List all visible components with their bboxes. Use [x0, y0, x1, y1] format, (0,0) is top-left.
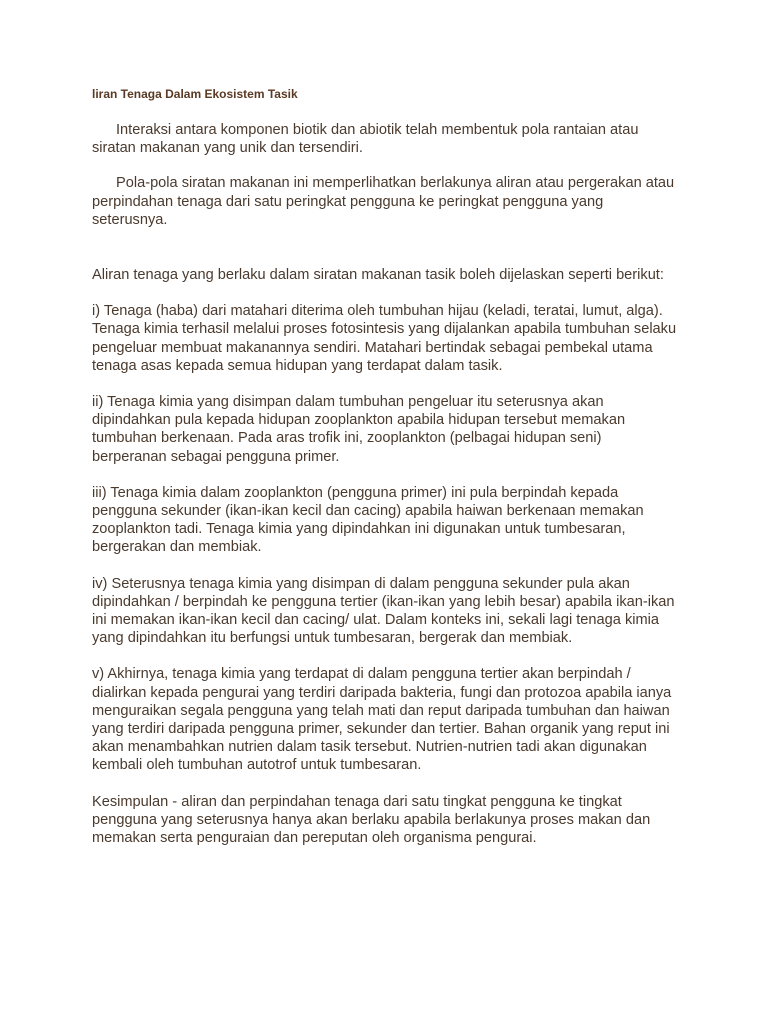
paragraph-conclusion: Kesimpulan - aliran dan perpindahan tenaga dari satu tingkat pengguna ke tingkat pengguna yang seterusnya hanya akan berlaku apabila berlakunya proses makan dan memakan serta penguraian dan pereputan oleh organisma pengurai. [92, 793, 651, 847]
paragraph-step-i: i) Tenaga (haba) dari matahari diterima oleh tumbuhan hijau (keladi, teratai, lumut, alga). Tenaga kimia terhasil melalui proses fotosintesis yang dijalankan apabila tumbuhan selaku pengeluar membuat makanannya sendiri. Matahari bertindak sebagai pembekal utama tenaga asas kepada semua hidupan yang terdapat dalam tasik. [92, 303, 677, 374]
paragraph-intro: Interaksi antara komponen biotik dan abiotik telah membentuk pola rantaian atau siratan makanan yang unik dan tersendiri. [92, 122, 639, 157]
paragraph-step-v: v) Akhirnya, tenaga kimia yang terdapat di dalam pengguna tertier akan berpindah / dialirkan kepada pengurai yang terdiri daripada bakteria, fungi dan protozoa apabila ianya menguraikan segala pengguna yang telah mati dan reput daripada tumbuhan dan haiwan yang terdiri daripada pengguna primer, sekunder dan tertier. Bahan organik yang reput ini akan menambahkan nutrien dalam tasik tersebut. Nutrien-nutrien tadi akan digunakan kembali oleh tumbuhan autotrof untuk tumbesaran. [92, 666, 672, 774]
paragraph-step-iii: iii) Tenaga kimia dalam zooplankton (pengguna primer) ini pula berpindah kepada pengguna sekunder (ikan-ikan kecil dan cacing) apabila haiwan berkenaan memakan zooplankton tadi. Tenaga kimia yang dipindahkan ini digunakan untuk tumbesaran, bergerakan dan membiak. [92, 484, 644, 556]
paragraph-step-iv: iv) Seterusnya tenaga kimia yang disimpan di dalam pengguna sekunder pula akan dipindahkan / berpindah ke pengguna tertier (ikan-ikan yang lebih besar) apabila ikan-ikan ini memakan ikan-ikan kecil dan cacing/ ulat. Dalam konteks ini, sekali lagi tenaga kimia yang dipindahkan itu berfungsi untuk tumbesaran, bergerak dan membiak. [92, 575, 675, 647]
paragraph-step-ii: ii) Tenaga kimia yang disimpan dalam tumbuhan pengeluar itu seterusnya akan dipindahkan pula kepada hidupan zooplankton apabila hidupan tersebut memakan tumbuhan berkenaan. Pada aras trofik ini, zooplankton (pelbagai hidupan seni) berperanan sebagai pengguna primer. [92, 394, 626, 465]
paragraph-food-web: Pola-pola siratan makanan ini memperlihatkan berlakunya aliran atau pergerakan atau perpindahan tenaga dari satu peringkat pengguna ke peringkat pengguna yang seterusnya. [92, 175, 675, 228]
document-title: liran Tenaga Dalam Ekosistem Tasik [92, 87, 298, 101]
paragraph-energy-flow-lead: Aliran tenaga yang berlaku dalam siratan makanan tasik boleh dijelaskan seperti berikut: [92, 267, 664, 284]
